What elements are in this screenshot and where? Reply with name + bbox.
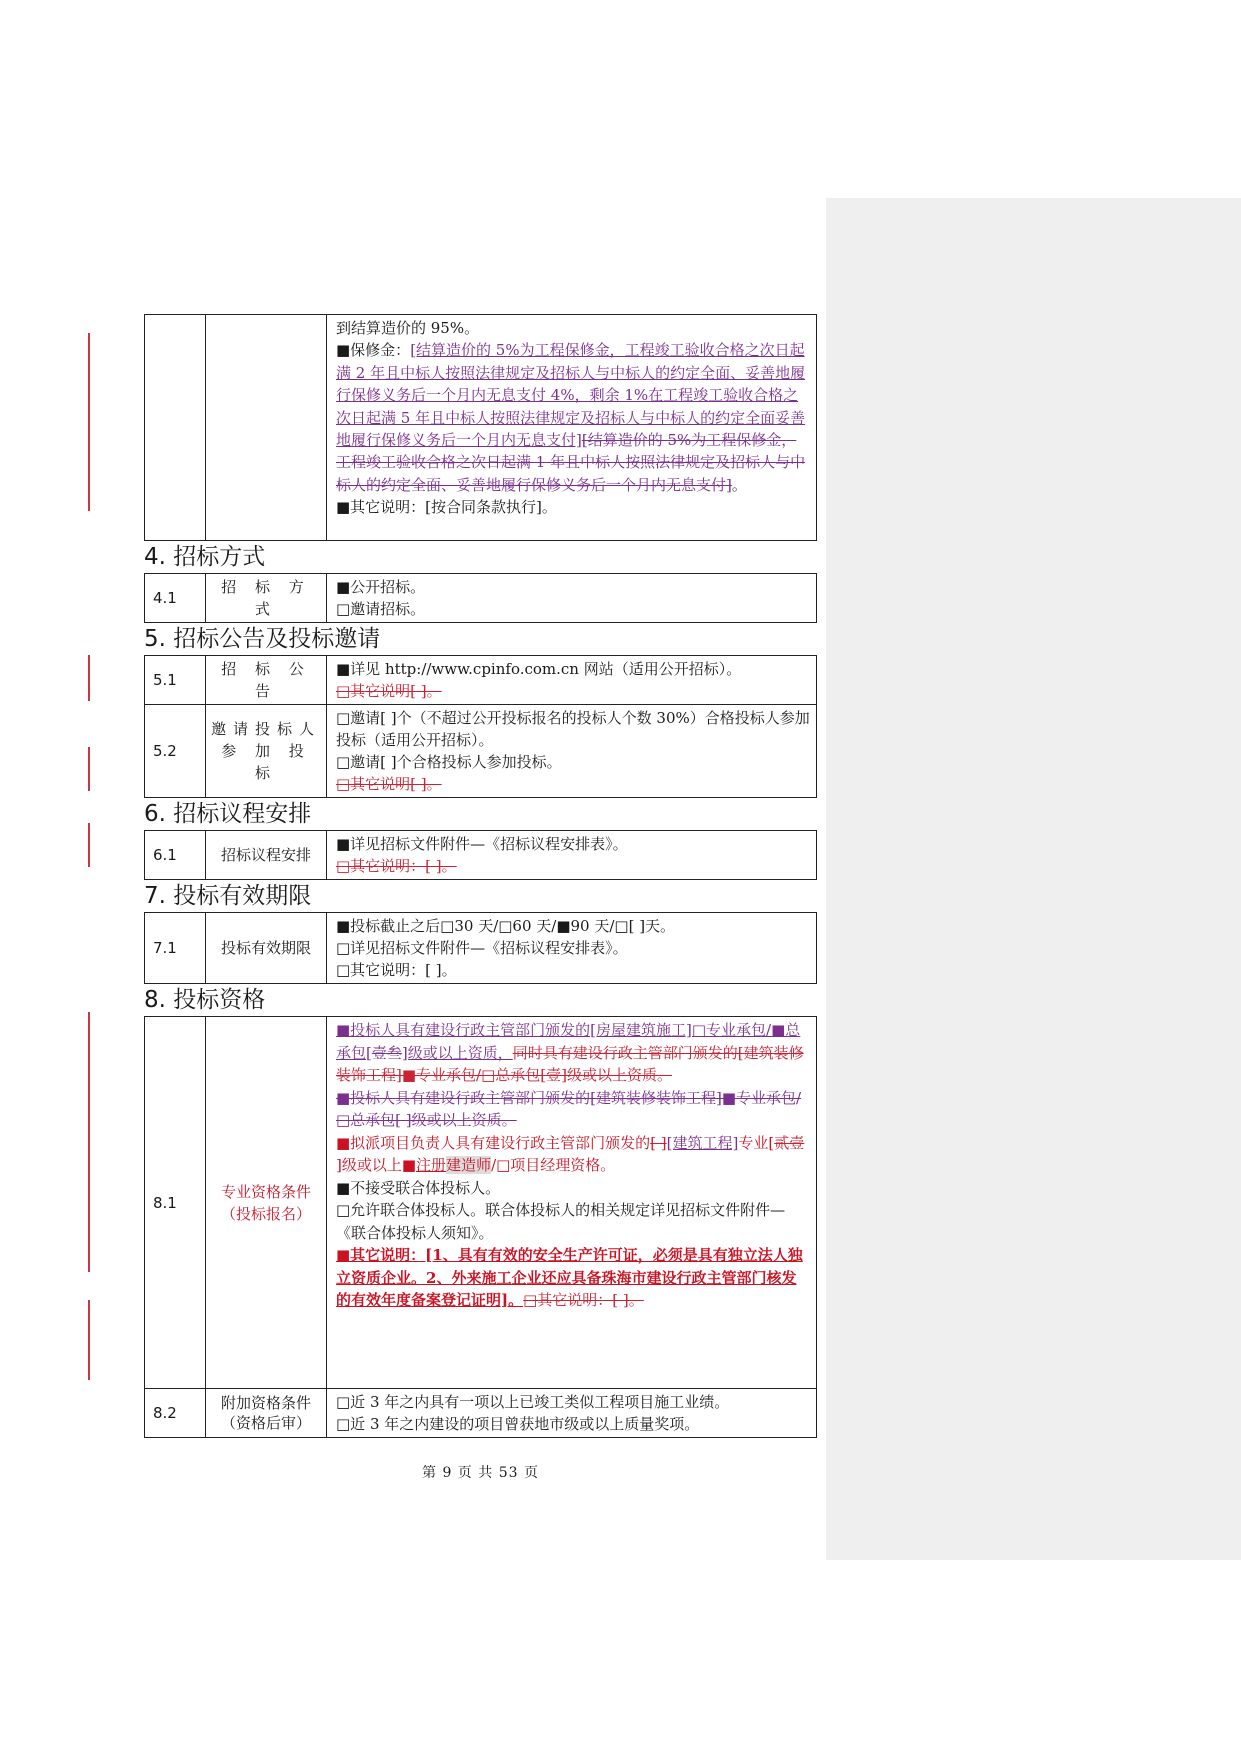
cell-content bbox=[327, 913, 817, 984]
change-bar bbox=[88, 823, 90, 867]
inserted-text: 注册 bbox=[416, 1156, 447, 1174]
deleted-text: □其它说明：[ ]。 bbox=[523, 1291, 644, 1309]
text-segment: 专业[ bbox=[738, 1133, 775, 1152]
text-line: □近 3 年之内具有一项以上已竣工类似工程项目施工业绩。 bbox=[336, 1393, 730, 1411]
text-segment: ■拟派项目负责人具有建设行政主管部门颁发的 bbox=[336, 1133, 651, 1152]
change-bar bbox=[88, 747, 90, 791]
cell-num: 6.1 bbox=[145, 831, 206, 880]
cell-label: 投标有效期限 bbox=[206, 913, 327, 984]
table-sec6 bbox=[144, 830, 817, 880]
section-title-6: 6. 招标议程安排 bbox=[144, 801, 312, 827]
change-bar bbox=[88, 655, 90, 701]
inserted-text: ]级或以上资质， bbox=[401, 1043, 513, 1062]
table-sec7 bbox=[144, 912, 817, 984]
text-line: □详见招标文件附件—《招标议程安排表》。 bbox=[336, 939, 628, 957]
cell-num: 8.1 bbox=[145, 1017, 206, 1389]
cell-content bbox=[327, 705, 817, 798]
table-sec4 bbox=[144, 573, 817, 623]
comment-pane bbox=[826, 198, 1241, 1560]
change-bar bbox=[88, 1012, 90, 1272]
cell-num: 5.1 bbox=[145, 656, 206, 705]
table-row bbox=[145, 705, 817, 798]
deleted-text: □其它说明：[ ]。 bbox=[336, 857, 457, 875]
table-row bbox=[145, 1389, 817, 1438]
cell-num: 4.1 bbox=[145, 574, 206, 623]
cell-content bbox=[327, 1017, 817, 1389]
cell-label bbox=[206, 574, 327, 623]
change-bar bbox=[88, 333, 90, 511]
checkbox-mark: ■ bbox=[401, 1156, 417, 1174]
cell-label: 招标议程安排 bbox=[206, 831, 327, 880]
cell-content bbox=[327, 315, 817, 541]
guarantee-prefix: ■保修金： bbox=[336, 341, 411, 360]
text-line: □邀请[ ]个合格投标人参加投标。 bbox=[336, 753, 562, 771]
deleted-text: 贰壹 bbox=[774, 1133, 805, 1152]
cell-content bbox=[327, 574, 817, 623]
cell-num bbox=[145, 315, 206, 541]
label-text: 邀请投标人 bbox=[210, 720, 321, 738]
highlighted-text: 建造师 bbox=[446, 1156, 492, 1174]
text-line: □近 3 年之内建设的项目曾获地市级或以上质量奖项。 bbox=[336, 1415, 700, 1433]
inserted-text: [建筑工程] bbox=[666, 1133, 739, 1152]
section-title-7: 7. 投标有效期限 bbox=[144, 883, 312, 909]
cell-num: 5.2 bbox=[145, 705, 206, 798]
change-bar bbox=[88, 1300, 90, 1380]
deleted-text: 同时具有建设行政主管部门颁发的[建筑装修装饰工程]■专业承包/□总承包[壹]级或以上资质。 bbox=[336, 1043, 804, 1084]
label-text: 附加资格条件 bbox=[220, 1394, 311, 1412]
label-text: 参 加 投 标 bbox=[221, 742, 311, 782]
table-row bbox=[145, 913, 817, 984]
cell-label bbox=[206, 315, 327, 541]
qualification-paragraph bbox=[336, 1019, 810, 1087]
table-row bbox=[145, 1017, 817, 1389]
table-sec8 bbox=[144, 1016, 817, 1438]
cell-label bbox=[206, 656, 327, 705]
text-line: □允许联合体投标人。联合体投标人的相关规定详见招标文件附件—《联合体投标人须知》。 bbox=[336, 1201, 786, 1242]
cell-num: 7.1 bbox=[145, 913, 206, 984]
table-row bbox=[145, 831, 817, 880]
cell-content bbox=[327, 831, 817, 880]
text-segment: ]级或以上 bbox=[336, 1156, 402, 1174]
text-line: ■详见招标文件附件—《招标议程安排表》。 bbox=[336, 835, 628, 853]
deleted-paragraph: ■投标人具有建设行政主管部门颁发的[建筑装修装饰工程]■专业承包/□总承包[ ]级或以上资质。 bbox=[336, 1088, 802, 1129]
text-line: □邀请[ ]个（不超过公开投标报名的投标人个数 30%）合格投标人参加投标（适用公开招标）。 bbox=[336, 709, 810, 749]
text-line: ■投标截止之后□30 天/□60 天/■90 天/□[ ]天。 bbox=[336, 917, 676, 935]
other-paragraph bbox=[336, 1244, 810, 1312]
label-text: 专业资格条件 bbox=[220, 1182, 311, 1201]
document-page bbox=[144, 314, 817, 1438]
label-text: 招 标 方 式 bbox=[221, 578, 311, 618]
cell-label bbox=[206, 1389, 327, 1438]
page-footer: 第 9 页 共 53 页 bbox=[422, 1465, 539, 1481]
section-title-5: 5. 招标公告及投标邀请 bbox=[144, 626, 381, 652]
text-line: ■不接受联合体投标人。 bbox=[336, 1178, 501, 1197]
cell-content bbox=[327, 656, 817, 705]
deleted-text: □其它说明[ ]。 bbox=[336, 682, 442, 700]
cell-content bbox=[327, 1389, 817, 1438]
section-title-4: 4. 招标方式 bbox=[144, 544, 266, 570]
table-sec5 bbox=[144, 655, 817, 798]
option-line: ■公开招标。 bbox=[336, 578, 426, 596]
text-line: ■详见 http://www.cpinfo.com.cn 网站（适用公开招标）。 bbox=[336, 660, 742, 678]
option-line: □邀请招标。 bbox=[336, 600, 426, 618]
deleted-text: [ ] bbox=[650, 1133, 667, 1152]
text-line: □其它说明：[ ]。 bbox=[336, 961, 457, 979]
cell-num: 8.2 bbox=[145, 1389, 206, 1438]
table-row bbox=[145, 574, 817, 623]
manager-paragraph bbox=[336, 1132, 810, 1177]
label-text: （资格后审） bbox=[220, 1414, 311, 1432]
table-row bbox=[145, 656, 817, 705]
section-title-8: 8. 投标资格 bbox=[144, 987, 266, 1013]
text-line: 到结算造价的 95%。 bbox=[336, 319, 480, 337]
deleted-text: 壹叁 bbox=[371, 1043, 402, 1062]
inserted-text: ■投标人具有建设行政主管部门颁发的[房屋建筑施工]□专业承包/■总承包[ bbox=[336, 1021, 801, 1062]
cell-label bbox=[206, 705, 327, 798]
deleted-text: □其它说明[ ]。 bbox=[336, 775, 442, 793]
deleted-text: [结算造价的 5%为工程保修金，工程竣工验收合格之次日起满 1 年且中标人按照法律规定及招标人与中标人的约定全面、妥善地履行保修义务后一个月内无息支付] bbox=[336, 431, 806, 494]
cell-label bbox=[206, 1017, 327, 1389]
table-row bbox=[145, 315, 817, 541]
label-text: 招 标 公 告 bbox=[221, 660, 311, 700]
guarantee-paragraph bbox=[336, 339, 810, 496]
label-text: （投标报名） bbox=[220, 1204, 311, 1223]
inserted-text: [结算造价的 5%为工程保修金，工程竣工验收合格之次日起满 2 年且中标人按照法律规定及招标人与中标人的约定全面、妥善地履行保修义务后一个月内无息支付 4%，剩余 1%在工程竣工验收合格之次日起满 5 年且中标人按照法律规定及招标人与中标人的约定全面妥善地履行保修义务后一个月内无息支付] bbox=[336, 341, 806, 450]
text-line: ■其它说明：[按合同条款执行]。 bbox=[336, 498, 557, 517]
text-end: 。 bbox=[731, 475, 747, 494]
table-continued bbox=[144, 314, 817, 541]
inserted-text: ■其它说明：[1、具有有效的安全生产许可证，必须是具有独立法人独立资质企业。2、外来施工企业还应具备珠海市建设行政主管部门核发的有效年度备案登记证明]。 bbox=[336, 1246, 803, 1309]
text-segment: /□项目经理资格。 bbox=[491, 1156, 616, 1174]
